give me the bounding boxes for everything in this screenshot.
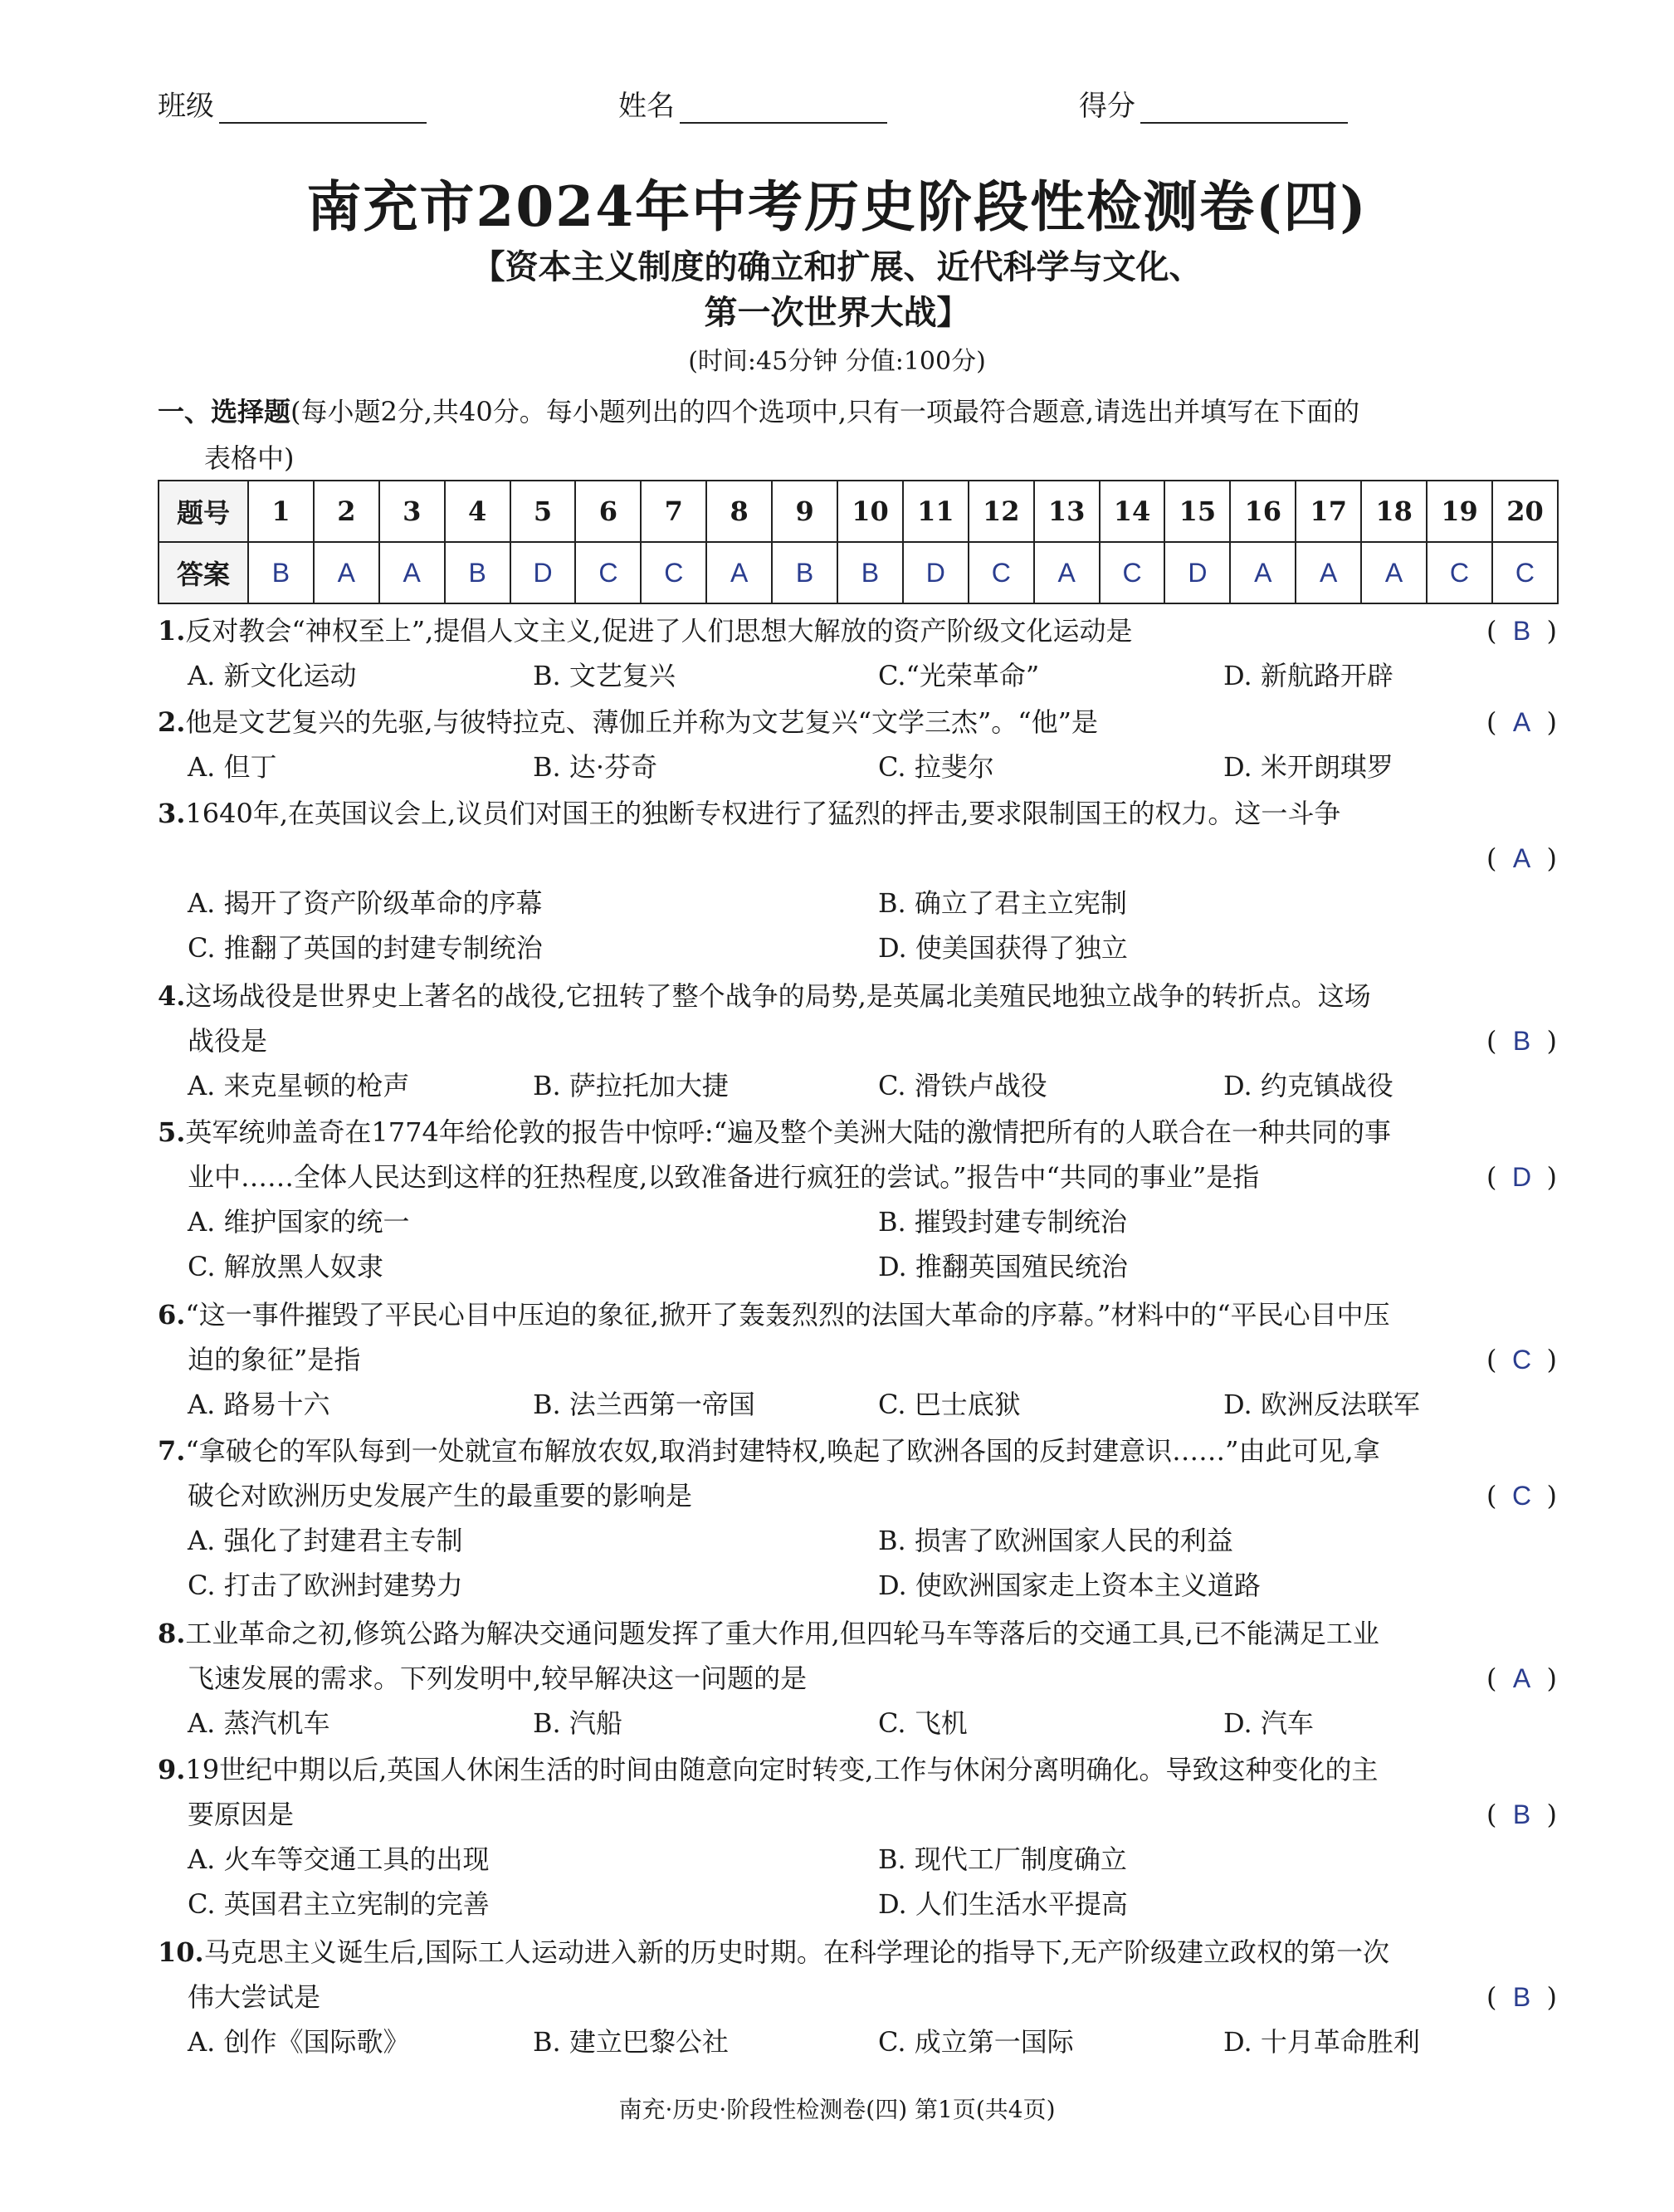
option-d[interactable]: D. 欧洲反法联军 [1223,1389,1420,1420]
option-b[interactable]: B. 现代工厂制度确立 [878,1843,1127,1875]
answer-cell[interactable]: A [379,542,445,603]
option-b[interactable]: B. 确立了君主立宪制 [878,887,1127,919]
answer-mark[interactable]: C [1511,1345,1532,1375]
class-blank[interactable] [219,89,427,124]
option-c[interactable]: C. 拉斐尔 [878,751,994,783]
answer-table-answer-row [159,542,1558,603]
answer-table [158,480,1559,604]
question-stem-cont: 战役是 ( B ) [158,1018,1560,1063]
answer-mark[interactable]: C [1511,1481,1532,1511]
answer-bracket: ( C ) [1486,1337,1557,1382]
option-c[interactable]: C. 推翻了英国的封建专制统治 [188,932,543,964]
options-row [158,1199,1560,1244]
question-stem-cont: 飞速发展的需求。下列发明中,较早解决这一问题的是 ( A ) [158,1656,1560,1701]
question-number: 6. [158,1299,186,1331]
answer-bracket: ( B ) [1486,1792,1557,1837]
option-a[interactable]: A. 维护国家的统一 [188,1206,410,1238]
option-d[interactable]: D. 十月革命胜利 [1223,2026,1420,2058]
answer-mark[interactable]: D [1511,1162,1532,1192]
question-stem: 1640年,在英国议会上,议员们对国王的独断专权进行了猛烈的抨击,要求限制国王的权力。这一斗争 [185,798,1341,829]
question-number-cell: 8 [706,481,772,542]
answer-bracket: ( B ) [1486,1018,1557,1063]
section-instructions-cont: 表格中) [204,442,295,474]
question-7 [158,1428,1560,1608]
question-8 [158,1611,1560,1746]
option-d[interactable]: D. 新航路开辟 [1223,660,1393,691]
option-d[interactable]: D. 使美国获得了独立 [878,932,1128,964]
question-number-cell: 20 [1492,481,1558,542]
option-c[interactable]: C. 成立第一国际 [878,2026,1074,2058]
question-number-cell: 16 [1230,481,1296,542]
score-blank[interactable] [1140,89,1348,124]
question-number-cell: 19 [1427,481,1492,542]
question-stem: 19世纪中期以后,英国人休闲生活的时间由随意向定时转变,工作与休闲分离明确化。导致这种变化的主 [185,1754,1379,1785]
name-field [618,83,887,124]
question-number-cell: 3 [379,481,445,542]
question-stem-cont: 要原因是 ( B ) [158,1792,1560,1837]
name-blank[interactable] [680,89,887,124]
options-row [158,1882,1560,1926]
option-b[interactable]: B. 摧毁封建专制统治 [878,1206,1127,1238]
answer-cell[interactable]: C [1427,542,1492,603]
option-c[interactable]: C. 滑铁卢战役 [878,1070,1047,1101]
option-d[interactable]: D. 米开朗琪罗 [1223,751,1393,783]
question-stem: “拿破仑的军队每到一处就宣布解放农奴,取消封建特权,唤起了欧洲各国的反封建意识……”由此可见,拿 [185,1435,1380,1467]
option-a[interactable]: A. 创作《国际歌》 [188,2026,410,2058]
question-6 [158,1292,1560,1427]
answer-cell[interactable]: C [1492,542,1558,603]
answer-cell[interactable]: B [772,542,837,603]
answer-bracket: ( D ) [1486,1155,1557,1199]
options-row [158,2019,1560,2064]
answer-cell[interactable]: A [1296,542,1361,603]
option-c[interactable]: C. 英国君主立宪制的完善 [188,1888,490,1920]
question-number: 9. [158,1754,186,1785]
answer-cell[interactable]: D [510,542,576,603]
class-label: 班级 [158,90,214,123]
question-number: 3. [158,798,186,829]
exam-subtitle-line1: 【资本主义制度的确立和扩展、近代科学与文化、 [471,248,1203,286]
options-row [158,1837,1560,1882]
exam-subtitle-line2: 第一次世界大战】 [704,294,970,332]
question-stem: 反对教会“神权至上”,提倡人文主义,促进了人们思想大解放的资产阶级文化运动是 [185,615,1133,647]
question-1 [158,608,1560,698]
answer-bracket: ( C ) [1486,1473,1557,1518]
answer-bracket: ( A ) [1486,836,1557,881]
answer-cell[interactable]: A [314,542,379,603]
answer-mark[interactable]: A [1512,1663,1531,1693]
option-b[interactable]: B. 损害了欧洲国家人民的利益 [878,1525,1233,1556]
question-number: 8. [158,1618,186,1649]
option-d[interactable]: D. 汽车 [1223,1707,1314,1739]
answer-cell[interactable]: C [1100,542,1165,603]
answer-cell[interactable]: B [445,542,510,603]
section-instructions [158,388,1560,481]
answer-mark[interactable]: B [1512,1799,1531,1829]
question-stem-cont: 破仑对欧洲历史发展产生的最重要的影响是 ( C ) [158,1473,1560,1518]
score-label: 得分 [1079,90,1135,123]
answer-cell[interactable]: B [837,542,903,603]
answer-mark[interactable]: B [1512,616,1531,646]
question-3 [158,791,1560,970]
section-heading: 一、选择题 [158,396,291,427]
answer-bracket: ( B ) [1486,1975,1557,2019]
options-row [158,925,1560,970]
option-b[interactable]: B. 汽船 [533,1707,622,1739]
option-c[interactable]: C.“光荣革命” [878,660,1040,691]
question-number-cell: 18 [1361,481,1427,542]
question-number-cell: 7 [641,481,706,542]
question-stem-cont: 迫的象征”是指 ( C ) [158,1337,1560,1382]
answer-bracket: ( A ) [1486,1656,1557,1701]
question-number: 5. [158,1116,186,1148]
answer-cell[interactable]: A [1034,542,1100,603]
question-number-cell: 6 [575,481,641,542]
question-number-cell: 15 [1164,481,1230,542]
option-c[interactable]: C. 打击了欧洲封建势力 [188,1570,463,1601]
answer-cell[interactable]: C [575,542,641,603]
question-number: 2. [158,706,186,738]
option-c[interactable]: C. 飞机 [878,1707,968,1739]
question-number-cell: 17 [1296,481,1361,542]
option-d[interactable]: D. 人们生活水平提高 [878,1888,1128,1920]
option-d[interactable]: D. 约克镇战役 [1223,1070,1393,1101]
option-a[interactable]: A. 揭开了资产阶级革命的序幕 [188,887,543,919]
options-row [158,745,1560,789]
score-field [1079,83,1348,124]
exam-title: 南充市2024年中考历史阶段性检测卷(四) [306,174,1368,239]
question-stem-cont [158,836,1560,881]
option-a[interactable]: A. 强化了封建君主专制 [188,1525,463,1556]
option-c[interactable]: C. 巴士底狱 [878,1389,1021,1420]
question-2 [158,700,1560,789]
option-a[interactable]: A. 来克星顿的枪声 [188,1070,410,1101]
question-stem: 马克思主义诞生后,国际工人运动进入新的历史时期。在科学理论的指导下,无产阶级建立政权的第一次 [203,1936,1390,1968]
answer-cell[interactable]: C [969,542,1034,603]
answer-mark[interactable]: B [1512,1026,1531,1056]
section-instructions-text: (每小题2分,共40分。每小题列出的四个选项中,只有一项最符合题意,请选出并填写在下面的 [290,396,1360,427]
question-stem: “这一事件摧毁了平民心目中压迫的象征,掀开了轰轰烈烈的法国大革命的序幕。”材料中的“平民心目中压 [185,1299,1390,1331]
answer-cell[interactable]: D [903,542,969,603]
answer-bracket: ( B ) [1486,608,1557,653]
answer-mark[interactable]: A [1512,843,1531,873]
question-number-cell: 11 [903,481,969,542]
option-d[interactable]: D. 推翻英国殖民统治 [878,1251,1128,1282]
question-number: 4. [158,980,186,1012]
name-label: 姓名 [618,90,675,123]
answer-cell[interactable]: A [706,542,772,603]
question-stem: 这场战役是世界史上著名的战役,它扭转了整个战争的局势,是英属北美殖民地独立战争的转折点。这场 [185,980,1371,1012]
options-row [158,1244,1560,1289]
class-field [158,83,427,124]
answer-mark[interactable]: B [1512,1982,1531,2012]
question-stem: 他是文艺复兴的先驱,与彼特拉克、薄伽丘并称为文艺复兴“文学三杰”。“他”是 [185,706,1099,738]
option-a[interactable]: A. 路易十六 [188,1389,330,1420]
question-5 [158,1110,1560,1289]
option-b[interactable]: B. 文艺复兴 [533,660,676,691]
question-10 [158,1930,1560,2064]
option-a[interactable]: A. 蒸汽机车 [188,1707,330,1739]
question-number-cell: 1 [248,481,314,542]
option-b[interactable]: B. 法兰西第一帝国 [533,1389,755,1420]
answer-cell[interactable]: D [1164,542,1230,603]
question-number-cell: 14 [1100,481,1165,542]
question-9 [158,1747,1560,1926]
answer-cell[interactable]: A [1230,542,1296,603]
question-number: 7. [158,1435,186,1467]
answer-cell[interactable]: A [1361,542,1427,603]
option-a[interactable]: A. 但丁 [188,751,277,783]
question-stem: 英军统帅盖奇在1774年给伦敦的报告中惊呼:“遍及整个美洲大陆的激情把所有的人联合在一种共同的事 [185,1116,1391,1148]
student-info-row [158,83,1403,133]
options-row [158,1518,1560,1563]
question-stem-cont: 伟大尝试是 ( B ) [158,1975,1560,2019]
question-number-cell: 9 [772,481,837,542]
number-row-label: 题号 [159,481,248,542]
question-number-cell: 10 [837,481,903,542]
question-number-cell: 12 [969,481,1034,542]
answer-cell[interactable]: B [248,542,314,603]
option-a[interactable]: A. 火车等交通工具的出现 [188,1843,490,1875]
question-number: 1. [158,615,186,647]
time-score-info: (时间:45分钟 分值:100分) [688,347,986,376]
question-stem-cont: 业中……全体人民达到这样的狂热程度,以致准备进行疯狂的尝试。”报告中“共同的事业”是指 ( D ) [158,1155,1560,1199]
page-footer: 南充·历史·阶段性检测卷(四) 第1页(共4页) [618,2096,1056,2123]
options-row [158,1382,1560,1427]
answer-bracket: ( A ) [1486,700,1557,745]
option-c[interactable]: C. 解放黑人奴隶 [188,1251,383,1282]
options-row [158,653,1560,698]
options-row [158,1701,1560,1746]
question-number-cell: 4 [445,481,510,542]
options-row [158,1063,1560,1108]
question-4 [158,974,1560,1108]
option-a[interactable]: A. 新文化运动 [188,660,357,691]
question-number-cell: 2 [314,481,379,542]
option-b[interactable]: B. 萨拉托加大捷 [533,1070,729,1101]
option-b[interactable]: B. 建立巴黎公社 [533,2026,729,2058]
answer-row-label: 答案 [159,542,248,603]
answer-mark[interactable]: A [1512,707,1531,737]
answer-cell[interactable]: C [641,542,706,603]
option-d[interactable]: D. 使欧洲国家走上资本主义道路 [878,1570,1261,1601]
question-number-cell: 13 [1034,481,1100,542]
options-row [158,881,1560,925]
question-number-cell: 5 [510,481,576,542]
option-b[interactable]: B. 达·芬奇 [533,751,658,783]
answer-table-number-row [159,481,1558,542]
question-number: 10. [158,1936,204,1968]
question-stem: 工业革命之初,修筑公路为解决交通问题发挥了重大作用,但四轮马车等落后的交通工具,已不能满足工业 [185,1618,1379,1649]
options-row [158,1563,1560,1608]
